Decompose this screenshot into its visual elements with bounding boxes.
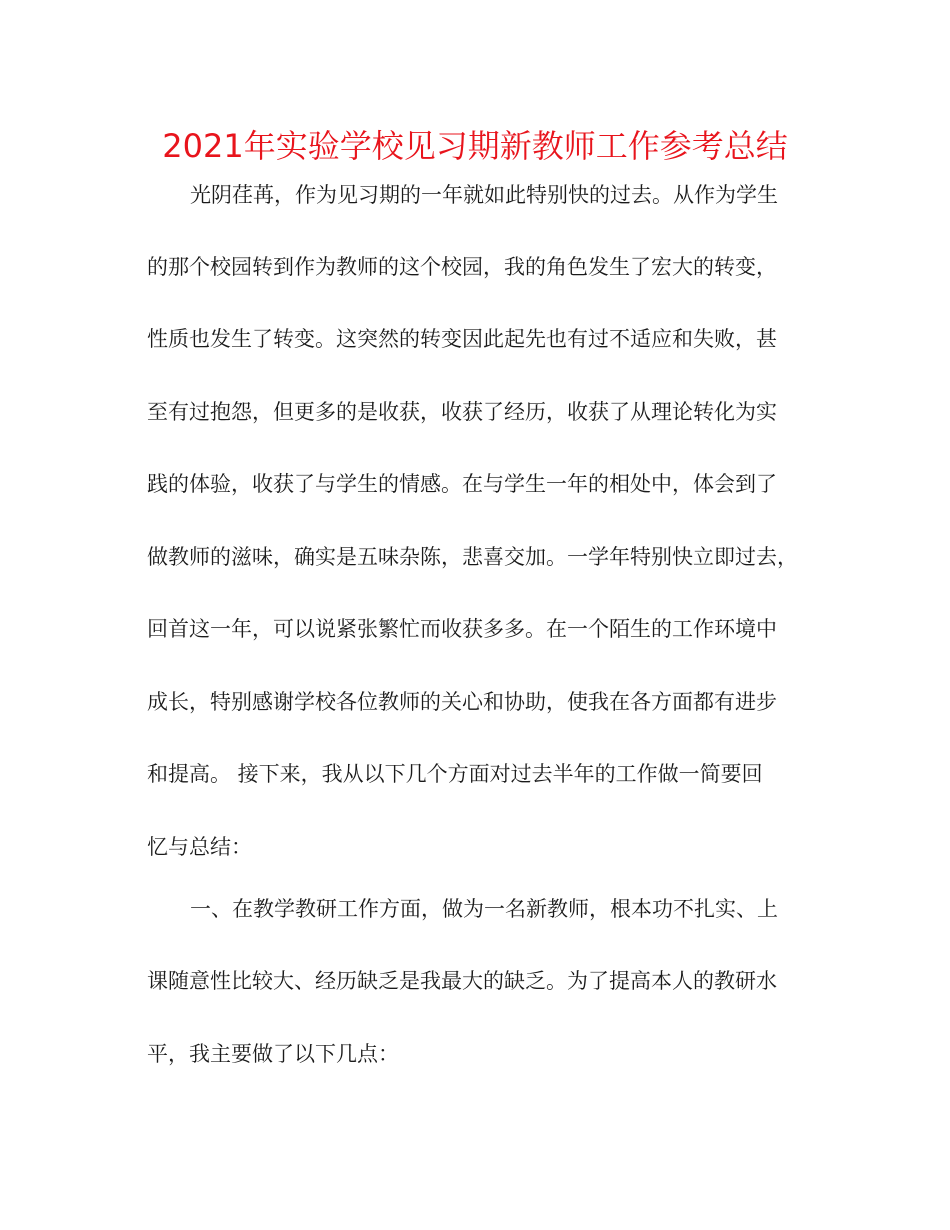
paragraph-line: 做教师的滋味，确实是五味杂陈，悲喜交加。一学年特别快立即过去， — [147, 545, 798, 569]
paragraph-line: 至有过抱怨，但更多的是收获，收获了经历，收获了从理论转化为实 — [147, 400, 777, 424]
paragraph-line: 的那个校园转到作为教师的这个校园，我的角色发生了宏大的转变， — [147, 255, 777, 279]
paragraph-line: 平，我主要做了以下几点： — [147, 1042, 399, 1066]
paragraph-line: 课随意性比较大、经历缺乏是我最大的缺乏。为了提高本人的教研水 — [147, 969, 777, 993]
paragraph-line: 和提高。 接下来，我从以下几个方面对过去半年的工作做一简要回 — [147, 762, 763, 786]
paragraph-line: 忆与总结： — [147, 835, 252, 859]
paragraph-line: 性质也发生了转变。这突然的转变因此起先也有过不适应和失败，甚 — [147, 327, 777, 351]
paragraph-line: 成长，特别感谢学校各位教师的关心和协助，使我在各方面都有进步 — [147, 690, 777, 714]
paragraph-line: 光阴荏苒，作为见习期的一年就如此特别快的过去。从作为学生 — [190, 183, 778, 207]
paragraph-line: 回首这一年，可以说紧张繁忙而收获多多。在一个陌生的工作环境中 — [147, 617, 777, 641]
paragraph-line: 一、在教学教研工作方面，做为一名新教师，根本功不扎实、上 — [190, 897, 778, 921]
document-title: 2021年实验学校见习期新教师工作参考总结 — [162, 127, 788, 165]
paragraph-line: 践的体验，收获了与学生的情感。在与学生一年的相处中，体会到了 — [147, 472, 777, 496]
